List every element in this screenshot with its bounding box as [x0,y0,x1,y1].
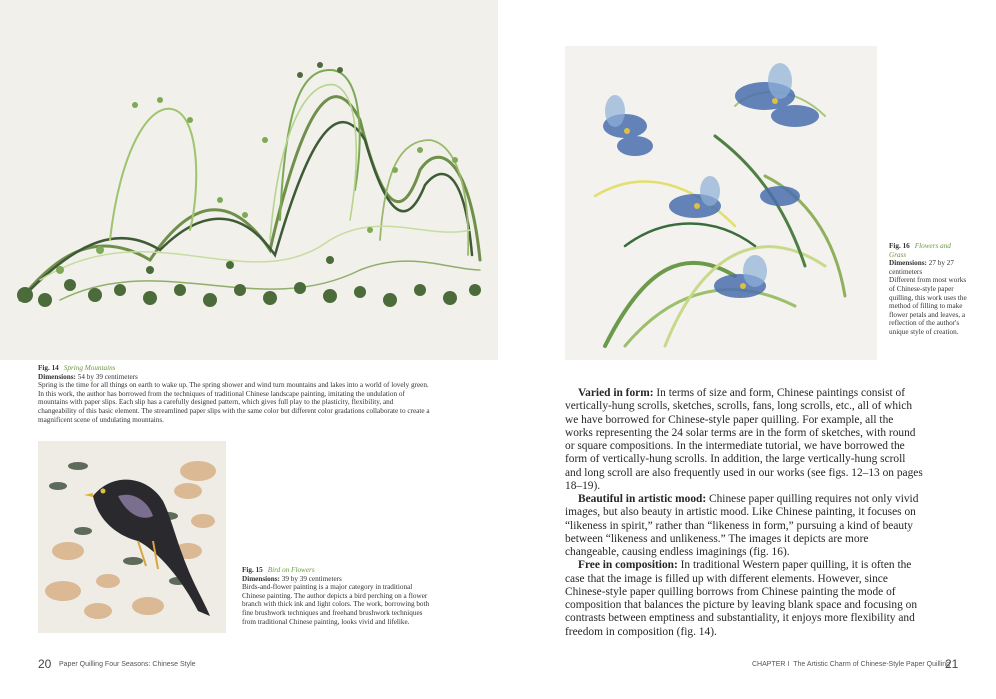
paragraph-free-composition [565,559,923,639]
fig-16-dimensions: 27 by 27 centimeters [889,259,954,276]
right-footer [752,661,950,668]
paragraph-text-beautiful: Chinese paper quilling requires not only vivid images, but also beauty in artistic mood. Like Chinese painting, it focuses on “likeness in spirit,” rather than “likeness in form,” pursuing a kind of beauty between “likeness and unlikeness.” The images it depicts are more changeable, causing endless imaginings (fig. 16). [565,493,919,558]
paragraph-heading-beautiful: Beautiful in artistic mood: [578,493,707,505]
fig-16-caption [889,242,967,337]
paragraph-text-free: In traditional Western paper quilling, it is often the case that the image is filled up with different elements. However, since Chinese-style paper quilling borrows from Chinese painting the mode of composition that balances the picture by leaving blank space and focusing on contrasts between emptiness and substantiality, it enjoys more flexibility and freedom in composition (fig. 14). [565,559,918,638]
flowers-and-grass-image [565,46,877,360]
fig-15-label: Fig. 15 [242,566,263,574]
fig-16-description: Different from most works of Chinese-style paper quilling, this work uses the method of filling to make flower petals and leaves, a reflection of the author's unique style of creation. [889,276,967,336]
paragraph-heading-free: Free in composition: [578,559,678,572]
paragraph-beautiful-mood [565,493,923,559]
fig-14-description: Spring is the time for all things on earth to wake up. The spring shower and wind turn mountains and lakes into a world of lovely green. In this work, the author has borrowed from the techniques of traditional Chinese landscape painting, imitating the undulation of mountains with paper slips. Each slip has a carefully designed pattern, which gives full play to the plasticity, flexibility, and changeability of this basic element. The streamlined paper slips with the same color but different color gradations collaborate to create a magnificent scene of undulating mountains. [38,381,430,424]
fig-15-description: Birds-and-flower painting is a major category in traditional Chinese painting. The author depicts a bird perching on a flower branch with thick ink and light colors. The work, borrowing both fine brushwork techniques and freehand brushwork techniques from traditional Chinese painting, looks vivid and lifelike. [242,583,430,626]
fig-14-caption [38,364,430,424]
fig-14-dimensions-label: Dimensions: [38,372,76,381]
fig-16-title: Flowers and Grass [889,242,951,259]
left-running-title: Paper Quilling Four Seasons: Chinese Style [59,661,196,668]
fig-14-dimensions: 54 by 39 centimeters [77,372,138,381]
fig-16-label: Fig. 16 [889,242,910,250]
right-chapter-label: CHAPTER I [752,661,790,668]
bird-on-flowers-image [38,441,226,633]
fig-15-title: Bird on Flowers [267,566,315,574]
paragraph-varied-in-form [565,387,923,493]
spring-mountains-image [0,0,498,360]
body-text [565,387,923,639]
paragraph-text-varied: In terms of size and form, Chinese paintings consist of vertically-hung scrolls, sketches, scrolls, fans, long scrolls, etc., all of which we have borrowed for Chinese-style paper quilling. For example, all the works representing the 24 solar terms are in the form of sketches, with round or square compositions. In the intermediate tutorial, we have borrowed the form of vertically-hung scrolls. In addition, the large vertically-hung scroll and long scroll are also frequently used in our works (see figs. 12–13 on pages 18–19). [565,387,923,492]
right-page-number: 21 [945,657,959,671]
fig-15-dimensions: 39 by 39 centimeters [281,574,342,583]
fig-15-caption [242,566,430,626]
left-page-number: 20 [38,657,52,671]
fig-15-dimensions-label: Dimensions: [242,574,280,583]
fig-16-dimensions-label: Dimensions: [889,259,927,268]
paragraph-heading-varied: Varied in form: [578,387,654,399]
fig-14-title: Spring Mountains [63,364,116,372]
fig-14-label: Fig. 14 [38,364,59,372]
right-running-title: The Artistic Charm of Chinese-Style Paper Quilling [793,661,951,668]
